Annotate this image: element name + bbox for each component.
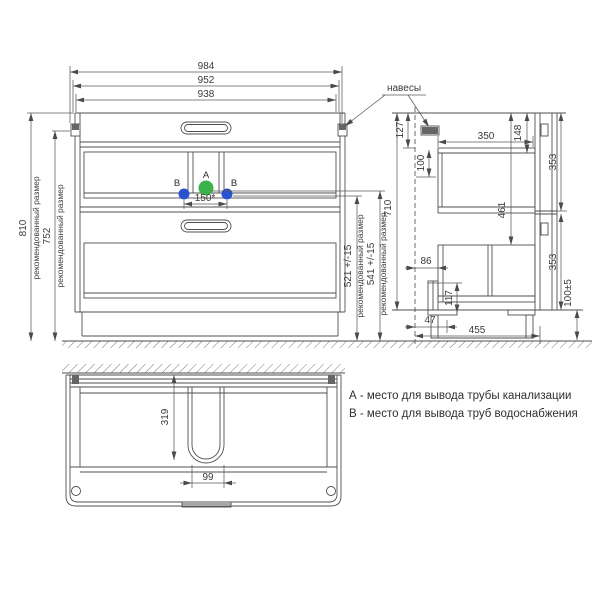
- dim-127: 127: [395, 121, 406, 139]
- dim-47: 47: [424, 315, 436, 326]
- point-b-right-label: В: [230, 178, 238, 189]
- top-drawer-handle: [181, 122, 231, 134]
- dim-117: 117: [444, 290, 455, 306]
- hangers-callout-label: навесы: [386, 83, 422, 94]
- bottom-view: [62, 364, 345, 507]
- dim-752-note: рекомендованный размер: [55, 184, 65, 288]
- cabinet-plan-body: [66, 375, 341, 506]
- hanger-plan-right: [328, 375, 335, 384]
- dim-455: 455: [468, 325, 486, 336]
- upper-shelf-unit-side: [438, 148, 535, 213]
- bottom-drawer: [84, 220, 336, 298]
- pipe-cutout-slot: [188, 387, 224, 463]
- point-b-left-label: В: [173, 178, 181, 189]
- dim-350: 350: [477, 131, 495, 142]
- front-panel-side: [535, 113, 557, 310]
- corner-screw-right: [327, 487, 336, 496]
- cabinet-front-body: [75, 113, 345, 312]
- wall-hatching: [62, 364, 345, 373]
- dim-461: 461: [497, 201, 508, 219]
- dim-984: 984: [197, 61, 215, 72]
- dim-99: 99: [202, 472, 214, 483]
- front-view: [71, 113, 347, 336]
- corner-screw-left: [72, 487, 81, 496]
- dim-86: 86: [420, 256, 432, 267]
- dim-810: 810: [18, 219, 29, 237]
- dim-541: 541 +/-15: [366, 242, 377, 286]
- legend-line-a: А - место для вывода трубы канализации: [349, 390, 572, 402]
- dim-541-note: рекомендованный размер: [378, 212, 388, 316]
- dim-521: 521 +/-15: [343, 244, 354, 288]
- legend-line-b: В - место для вывода труб водоснабжения: [349, 408, 578, 420]
- dim-100: 100: [416, 154, 427, 172]
- hanger-bracket-side: [421, 126, 439, 135]
- hangers-callout: [345, 83, 429, 127]
- dim-810-note: рекомендованный размер: [31, 176, 41, 280]
- dim-521-note: рекомендованный размер: [355, 214, 365, 318]
- handle-side-bottom: [541, 223, 548, 235]
- plinth: [82, 312, 338, 336]
- dim-leg-height: 100±5: [563, 279, 574, 307]
- dim-952: 952: [197, 75, 215, 86]
- point-a-label: А: [202, 170, 210, 181]
- side-view: [392, 107, 583, 344]
- dim-319: 319: [160, 408, 171, 426]
- hanger-bracket-left: [71, 124, 80, 136]
- dim-150: 150*: [194, 193, 216, 204]
- legend: [349, 390, 578, 420]
- dim-148: 148: [513, 124, 524, 142]
- handle-side-top: [541, 124, 548, 136]
- hanger-plan-left: [72, 375, 79, 384]
- dim-752: 752: [42, 227, 53, 245]
- dim-710: 710: [383, 199, 394, 217]
- dim-353-bottom: 353: [548, 253, 559, 271]
- dim-938: 938: [197, 89, 215, 100]
- point-b-right-marker: [222, 189, 233, 200]
- point-b-left-marker: [179, 189, 190, 200]
- floor-hatching: [62, 341, 592, 348]
- dim-353-top: 353: [548, 153, 559, 171]
